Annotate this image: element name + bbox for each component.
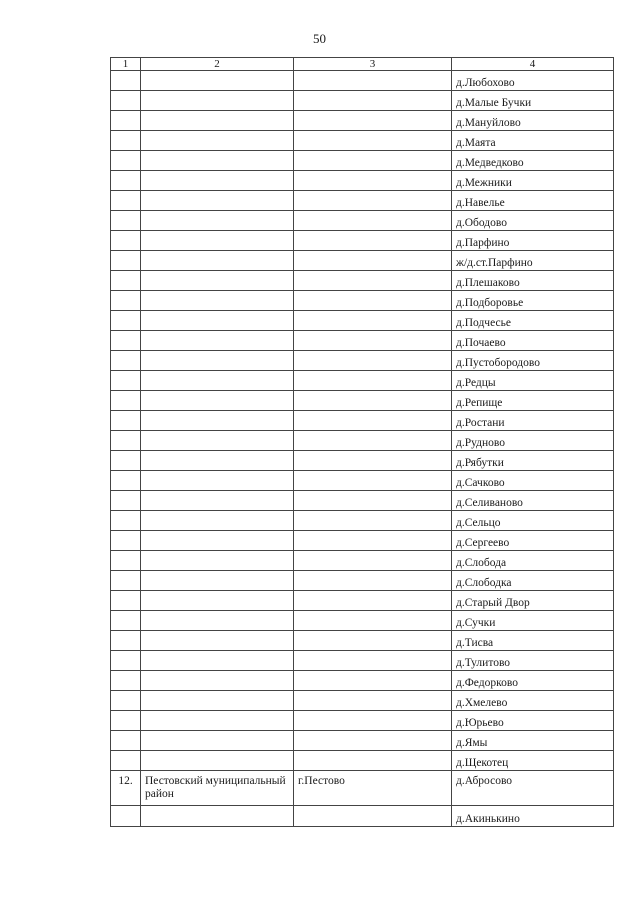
table-cell bbox=[111, 671, 141, 691]
table-row bbox=[111, 211, 614, 231]
table-cell: д.Рябутки bbox=[452, 451, 614, 471]
table-cell bbox=[294, 591, 452, 611]
table-cell: д.Малые Бучки bbox=[452, 91, 614, 111]
table-cell bbox=[111, 151, 141, 171]
table-cell: д.Парфино bbox=[452, 231, 614, 251]
table-row bbox=[111, 651, 614, 671]
table-cell: д.Пустобородово bbox=[452, 351, 614, 371]
table-cell bbox=[294, 211, 452, 231]
table-cell bbox=[141, 691, 294, 711]
table-cell bbox=[141, 251, 294, 271]
table-cell bbox=[294, 251, 452, 271]
table-cell bbox=[141, 711, 294, 731]
table-row bbox=[111, 171, 614, 191]
table-cell bbox=[294, 551, 452, 571]
table-row bbox=[111, 551, 614, 571]
table-cell bbox=[294, 71, 452, 91]
table-cell: д.Почаево bbox=[452, 331, 614, 351]
table-cell bbox=[111, 491, 141, 511]
table-cell bbox=[294, 671, 452, 691]
table-cell bbox=[294, 131, 452, 151]
table-cell bbox=[141, 431, 294, 451]
table-cell bbox=[141, 271, 294, 291]
table-cell: д.Редцы bbox=[452, 371, 614, 391]
table-cell bbox=[111, 631, 141, 651]
table-header-row bbox=[111, 58, 614, 71]
column-header: 1 bbox=[111, 58, 141, 71]
table-cell bbox=[294, 91, 452, 111]
table-cell bbox=[111, 751, 141, 771]
table-cell bbox=[294, 411, 452, 431]
table-row bbox=[111, 571, 614, 591]
table-cell bbox=[141, 311, 294, 331]
table-cell bbox=[294, 291, 452, 311]
table-cell bbox=[111, 131, 141, 151]
table-cell bbox=[111, 611, 141, 631]
table-cell bbox=[111, 806, 141, 827]
table-cell bbox=[141, 651, 294, 671]
table-row bbox=[111, 631, 614, 651]
table-cell bbox=[111, 711, 141, 731]
table-cell bbox=[294, 191, 452, 211]
settlements-table bbox=[110, 57, 614, 827]
table-cell bbox=[111, 91, 141, 111]
table-cell bbox=[294, 451, 452, 471]
table-row bbox=[111, 311, 614, 331]
table-cell: д.Рудново bbox=[452, 431, 614, 451]
table-cell bbox=[141, 551, 294, 571]
table-row bbox=[111, 591, 614, 611]
table-cell bbox=[141, 671, 294, 691]
table-row bbox=[111, 691, 614, 711]
table-cell bbox=[111, 371, 141, 391]
table-cell bbox=[141, 731, 294, 751]
table-row bbox=[111, 271, 614, 291]
table-cell: д.Старый Двор bbox=[452, 591, 614, 611]
table-cell bbox=[294, 351, 452, 371]
table-cell bbox=[111, 291, 141, 311]
table-cell: д.Тулитово bbox=[452, 651, 614, 671]
table-cell: д.Ростани bbox=[452, 411, 614, 431]
table-cell: д.Сельцо bbox=[452, 511, 614, 531]
table-cell bbox=[111, 511, 141, 531]
table-cell bbox=[111, 111, 141, 131]
table-cell bbox=[141, 451, 294, 471]
table-row bbox=[111, 451, 614, 471]
table-cell bbox=[141, 531, 294, 551]
table-cell: д.Ободово bbox=[452, 211, 614, 231]
table-cell: д.Навелье bbox=[452, 191, 614, 211]
table-cell bbox=[111, 691, 141, 711]
table-cell: д.Межники bbox=[452, 171, 614, 191]
table-cell: д.Акинькино bbox=[452, 806, 614, 827]
table-cell bbox=[141, 331, 294, 351]
table-cell bbox=[141, 411, 294, 431]
table-cell bbox=[111, 331, 141, 351]
table-cell bbox=[141, 231, 294, 251]
table-body bbox=[111, 71, 614, 827]
table-row bbox=[111, 611, 614, 631]
table-cell bbox=[111, 211, 141, 231]
table-row bbox=[111, 91, 614, 111]
table-cell: д.Подчесье bbox=[452, 311, 614, 331]
table-row bbox=[111, 531, 614, 551]
table-cell bbox=[111, 251, 141, 271]
table-cell bbox=[141, 806, 294, 827]
table-cell bbox=[294, 271, 452, 291]
table-cell: д.Юрьево bbox=[452, 711, 614, 731]
table-cell bbox=[294, 311, 452, 331]
table-cell: д.Репище bbox=[452, 391, 614, 411]
table-cell bbox=[141, 211, 294, 231]
table-cell bbox=[111, 471, 141, 491]
table-row bbox=[111, 371, 614, 391]
table-row bbox=[111, 151, 614, 171]
table-cell bbox=[294, 531, 452, 551]
table-cell bbox=[294, 391, 452, 411]
table-cell bbox=[294, 751, 452, 771]
table-cell: д.Селиваново bbox=[452, 491, 614, 511]
table-cell bbox=[294, 111, 452, 131]
table-row bbox=[111, 671, 614, 691]
table-cell bbox=[141, 171, 294, 191]
table-cell: д.Хмелево bbox=[452, 691, 614, 711]
table-cell bbox=[294, 471, 452, 491]
table-cell bbox=[111, 431, 141, 451]
table-row bbox=[111, 411, 614, 431]
table-cell bbox=[141, 71, 294, 91]
table-cell: д.Ямы bbox=[452, 731, 614, 751]
table-cell bbox=[111, 391, 141, 411]
table-cell: д.Слободка bbox=[452, 571, 614, 591]
table-cell bbox=[111, 191, 141, 211]
table-cell bbox=[141, 511, 294, 531]
table-cell bbox=[111, 231, 141, 251]
table-cell bbox=[141, 391, 294, 411]
table-row bbox=[111, 806, 614, 827]
table-row bbox=[111, 391, 614, 411]
table-cell: д.Маята bbox=[452, 131, 614, 151]
table-cell bbox=[141, 291, 294, 311]
page-number: 50 bbox=[313, 31, 326, 46]
table-row bbox=[111, 111, 614, 131]
table-row bbox=[111, 731, 614, 751]
table-cell: г.Пестово bbox=[294, 771, 452, 806]
table-cell bbox=[294, 651, 452, 671]
table-row bbox=[111, 511, 614, 531]
table-cell bbox=[111, 551, 141, 571]
table-row bbox=[111, 251, 614, 271]
column-header: 3 bbox=[294, 58, 452, 71]
table-cell bbox=[111, 531, 141, 551]
table-cell bbox=[294, 331, 452, 351]
table-cell bbox=[141, 91, 294, 111]
table-cell: Пестовский муниципальный район bbox=[141, 771, 294, 806]
table-row bbox=[111, 191, 614, 211]
table-cell: д.Абросово bbox=[452, 771, 614, 806]
table-row bbox=[111, 711, 614, 731]
table-row bbox=[111, 291, 614, 311]
table-cell bbox=[294, 611, 452, 631]
table-cell bbox=[294, 571, 452, 591]
column-header: 4 bbox=[452, 58, 614, 71]
table-row bbox=[111, 771, 614, 806]
table-cell bbox=[141, 611, 294, 631]
table-cell bbox=[141, 131, 294, 151]
table-cell bbox=[141, 571, 294, 591]
table-row bbox=[111, 351, 614, 371]
table-cell: д.Плешаково bbox=[452, 271, 614, 291]
table-cell bbox=[141, 751, 294, 771]
table-cell: ж/д.ст.Парфино bbox=[452, 251, 614, 271]
table-row bbox=[111, 431, 614, 451]
table-row bbox=[111, 231, 614, 251]
table-cell bbox=[141, 631, 294, 651]
table-row bbox=[111, 471, 614, 491]
table-cell bbox=[294, 431, 452, 451]
table-cell: д.Щекотец bbox=[452, 751, 614, 771]
table-cell bbox=[141, 111, 294, 131]
table-cell: д.Федорково bbox=[452, 671, 614, 691]
table-cell: д.Слобода bbox=[452, 551, 614, 571]
table-cell: д.Сачково bbox=[452, 471, 614, 491]
table-cell bbox=[111, 571, 141, 591]
table-cell bbox=[294, 691, 452, 711]
table-cell: 12. bbox=[111, 771, 141, 806]
table-cell bbox=[111, 171, 141, 191]
table-cell bbox=[294, 711, 452, 731]
table-cell: д.Тисва bbox=[452, 631, 614, 651]
table-cell bbox=[294, 631, 452, 651]
table-cell bbox=[294, 806, 452, 827]
table-cell bbox=[141, 491, 294, 511]
table-cell bbox=[141, 351, 294, 371]
table-cell bbox=[294, 151, 452, 171]
table-cell: д.Любохово bbox=[452, 71, 614, 91]
table-cell bbox=[141, 591, 294, 611]
table-cell bbox=[294, 491, 452, 511]
table-cell bbox=[141, 151, 294, 171]
table-cell bbox=[294, 371, 452, 391]
table-cell: д.Медведково bbox=[452, 151, 614, 171]
table-cell bbox=[294, 171, 452, 191]
table-row bbox=[111, 491, 614, 511]
table-cell: д.Подборовье bbox=[452, 291, 614, 311]
column-header: 2 bbox=[141, 58, 294, 71]
table-cell: д.Мануйлово bbox=[452, 111, 614, 131]
table-cell bbox=[111, 71, 141, 91]
table-cell bbox=[294, 731, 452, 751]
table-cell bbox=[111, 731, 141, 751]
table-cell bbox=[141, 471, 294, 491]
table-cell bbox=[111, 651, 141, 671]
table-row bbox=[111, 331, 614, 351]
table-cell bbox=[111, 591, 141, 611]
table-row bbox=[111, 751, 614, 771]
table-cell bbox=[111, 411, 141, 431]
table-cell bbox=[141, 371, 294, 391]
table-cell bbox=[111, 451, 141, 471]
table-cell bbox=[294, 511, 452, 531]
table-row bbox=[111, 71, 614, 91]
table-row bbox=[111, 131, 614, 151]
table-cell bbox=[111, 351, 141, 371]
table-cell bbox=[111, 271, 141, 291]
table-cell bbox=[141, 191, 294, 211]
table-cell: д.Сергеево bbox=[452, 531, 614, 551]
table-cell bbox=[111, 311, 141, 331]
table-cell bbox=[294, 231, 452, 251]
table-cell: д.Сучки bbox=[452, 611, 614, 631]
